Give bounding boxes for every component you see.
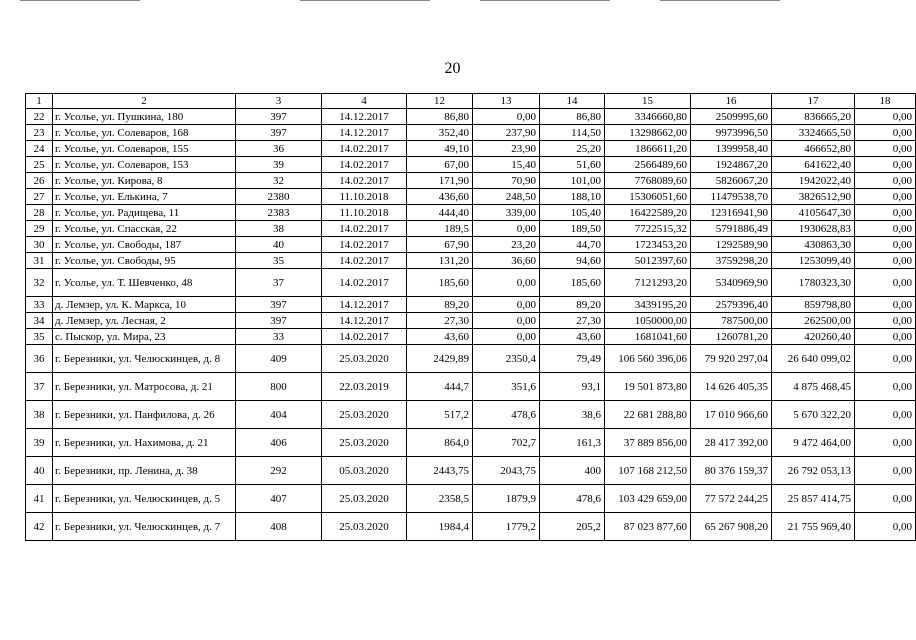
col16-cell: 14 626 405,35: [691, 373, 772, 401]
date-cell: 25.03.2020: [322, 429, 407, 457]
col13-cell: 0,00: [473, 269, 540, 297]
col13-cell: 15,40: [473, 157, 540, 173]
col14-cell: 44,70: [540, 237, 605, 253]
col17-cell: 466652,80: [772, 141, 855, 157]
col3-cell: 408: [236, 513, 322, 541]
row-number: 24: [26, 141, 53, 157]
address-cell: г. Березники, ул. Матросова, д. 21: [53, 373, 236, 401]
col14-cell: 189,50: [540, 221, 605, 237]
col13-cell: 1879,9: [473, 485, 540, 513]
col17-cell: 4105647,30: [772, 205, 855, 221]
col17-cell: 5 670 322,20: [772, 401, 855, 429]
col16-cell: 1924867,20: [691, 157, 772, 173]
col3-cell: 2383: [236, 205, 322, 221]
col16-cell: 9973996,50: [691, 125, 772, 141]
col18-cell: 0,00: [855, 205, 916, 221]
col3-cell: 39: [236, 157, 322, 173]
col13-cell: 2043,75: [473, 457, 540, 485]
table-row: [26, 373, 916, 401]
address-cell: д. Лемзер, ул. Лесная, 2: [53, 313, 236, 329]
col3-cell: 33: [236, 329, 322, 345]
col14-cell: 114,50: [540, 125, 605, 141]
address-cell: г. Березники, ул. Челюскинцев, д. 5: [53, 485, 236, 513]
col14-cell: 25,20: [540, 141, 605, 157]
col3-cell: 40: [236, 237, 322, 253]
row-number: 25: [26, 157, 53, 173]
col16-cell: 5340969,90: [691, 269, 772, 297]
date-cell: 14.02.2017: [322, 329, 407, 345]
col18-cell: 0,00: [855, 109, 916, 125]
col13-cell: 0,00: [473, 313, 540, 329]
col13-cell: 0,00: [473, 109, 540, 125]
date-cell: 14.02.2017: [322, 253, 407, 269]
col15-cell: 16422589,20: [605, 205, 691, 221]
table-row: [26, 221, 916, 237]
col12-cell: 517,2: [407, 401, 473, 429]
col12-cell: 444,7: [407, 373, 473, 401]
col12-cell: 2429,89: [407, 345, 473, 373]
col14-cell: 27,30: [540, 313, 605, 329]
scan-edge-line: [480, 0, 610, 1]
col13-cell: 23,90: [473, 141, 540, 157]
date-cell: 14.12.2017: [322, 109, 407, 125]
col15-cell: 5012397,60: [605, 253, 691, 269]
table-row: [26, 401, 916, 429]
col3-cell: 38: [236, 221, 322, 237]
col16-cell: 1260781,20: [691, 329, 772, 345]
col18-cell: 0,00: [855, 269, 916, 297]
col14-cell: 205,2: [540, 513, 605, 541]
col12-cell: 1984,4: [407, 513, 473, 541]
row-number: 28: [26, 205, 53, 221]
row-number: 29: [26, 221, 53, 237]
table-row: [26, 109, 916, 125]
col15-cell: 107 168 212,50: [605, 457, 691, 485]
col18-cell: 0,00: [855, 345, 916, 373]
col12-cell: 131,20: [407, 253, 473, 269]
header-row: [26, 94, 916, 109]
table-row: [26, 513, 916, 541]
col18-cell: 0,00: [855, 221, 916, 237]
col16-cell: 3759298,20: [691, 253, 772, 269]
col12-cell: 49,10: [407, 141, 473, 157]
col15-cell: 3439195,20: [605, 297, 691, 313]
col18-cell: 0,00: [855, 313, 916, 329]
col18-cell: 0,00: [855, 189, 916, 205]
col18-cell: 0,00: [855, 457, 916, 485]
col15-cell: 2566489,60: [605, 157, 691, 173]
date-cell: 22.03.2019: [322, 373, 407, 401]
col14-cell: 185,60: [540, 269, 605, 297]
row-number: 33: [26, 297, 53, 313]
address-cell: д. Лемзер, ул. К. Маркса, 10: [53, 297, 236, 313]
col14-cell: 93,1: [540, 373, 605, 401]
row-number: 23: [26, 125, 53, 141]
col16-cell: 5791886,49: [691, 221, 772, 237]
col13-cell: 36,60: [473, 253, 540, 269]
address-cell: с. Пыскор, ул. Мира, 23: [53, 329, 236, 345]
col16-cell: 2509995,60: [691, 109, 772, 125]
row-number: 37: [26, 373, 53, 401]
col3-cell: 409: [236, 345, 322, 373]
column-header: 1: [26, 94, 53, 109]
column-header: 16: [691, 94, 772, 109]
col14-cell: 51,60: [540, 157, 605, 173]
scan-edge-line: [20, 0, 140, 1]
col14-cell: 86,80: [540, 109, 605, 125]
col15-cell: 7768089,60: [605, 173, 691, 189]
col17-cell: 1930628,83: [772, 221, 855, 237]
col13-cell: 478,6: [473, 401, 540, 429]
col3-cell: 36: [236, 141, 322, 157]
col12-cell: 2358,5: [407, 485, 473, 513]
row-number: 30: [26, 237, 53, 253]
col18-cell: 0,00: [855, 401, 916, 429]
col3-cell: 406: [236, 429, 322, 457]
address-cell: г. Усолье, ул. Пушкина, 180: [53, 109, 236, 125]
address-cell: г. Березники, ул. Челюскинцев, д. 8: [53, 345, 236, 373]
col17-cell: 1253099,40: [772, 253, 855, 269]
row-number: 41: [26, 485, 53, 513]
table-row: [26, 157, 916, 173]
table-row: [26, 189, 916, 205]
col3-cell: 404: [236, 401, 322, 429]
col15-cell: 1866611,20: [605, 141, 691, 157]
col15-cell: 3346660,80: [605, 109, 691, 125]
address-cell: г. Березники, ул. Челюскинцев, д. 7: [53, 513, 236, 541]
col14-cell: 478,6: [540, 485, 605, 513]
col15-cell: 22 681 288,80: [605, 401, 691, 429]
date-cell: 14.02.2017: [322, 173, 407, 189]
column-header: 12: [407, 94, 473, 109]
date-cell: 14.02.2017: [322, 237, 407, 253]
col17-cell: 430863,30: [772, 237, 855, 253]
date-cell: 14.12.2017: [322, 125, 407, 141]
address-cell: г. Усолье, ул. Солеваров, 168: [53, 125, 236, 141]
col15-cell: 103 429 659,00: [605, 485, 691, 513]
column-header: 17: [772, 94, 855, 109]
table-row: [26, 485, 916, 513]
col18-cell: 0,00: [855, 125, 916, 141]
row-number: 40: [26, 457, 53, 485]
table-row: [26, 429, 916, 457]
col16-cell: 11479538,70: [691, 189, 772, 205]
row-number: 38: [26, 401, 53, 429]
col17-cell: 9 472 464,00: [772, 429, 855, 457]
col18-cell: 0,00: [855, 173, 916, 189]
col3-cell: 800: [236, 373, 322, 401]
col18-cell: 0,00: [855, 253, 916, 269]
col12-cell: 864,0: [407, 429, 473, 457]
col18-cell: 0,00: [855, 329, 916, 345]
col3-cell: 292: [236, 457, 322, 485]
col17-cell: 262500,00: [772, 313, 855, 329]
col16-cell: 17 010 966,60: [691, 401, 772, 429]
col3-cell: 397: [236, 125, 322, 141]
row-number: 35: [26, 329, 53, 345]
address-cell: г. Усолье, ул. Т. Шевченко, 48: [53, 269, 236, 297]
col12-cell: 27,30: [407, 313, 473, 329]
housing-register-table: [25, 93, 916, 541]
col16-cell: 79 920 297,04: [691, 345, 772, 373]
col12-cell: 171,90: [407, 173, 473, 189]
col13-cell: 339,00: [473, 205, 540, 221]
col12-cell: 89,20: [407, 297, 473, 313]
col12-cell: 436,60: [407, 189, 473, 205]
col15-cell: 15306051,60: [605, 189, 691, 205]
col18-cell: 0,00: [855, 429, 916, 457]
col17-cell: 26 792 053,13: [772, 457, 855, 485]
col12-cell: 43,60: [407, 329, 473, 345]
col13-cell: 702,7: [473, 429, 540, 457]
date-cell: 14.02.2017: [322, 269, 407, 297]
date-cell: 25.03.2020: [322, 485, 407, 513]
col16-cell: 1292589,90: [691, 237, 772, 253]
table-row: [26, 457, 916, 485]
col13-cell: 2350,4: [473, 345, 540, 373]
col16-cell: 28 417 392,00: [691, 429, 772, 457]
col13-cell: 23,20: [473, 237, 540, 253]
col14-cell: 101,00: [540, 173, 605, 189]
col14-cell: 79,49: [540, 345, 605, 373]
address-cell: г. Усолье, ул. Свободы, 95: [53, 253, 236, 269]
address-cell: г. Усолье, ул. Кирова, 8: [53, 173, 236, 189]
col3-cell: 397: [236, 109, 322, 125]
col16-cell: 5826067,20: [691, 173, 772, 189]
col17-cell: 21 755 969,40: [772, 513, 855, 541]
date-cell: 14.02.2017: [322, 157, 407, 173]
address-cell: г. Усолье, ул. Солеваров, 155: [53, 141, 236, 157]
column-header: 4: [322, 94, 407, 109]
col3-cell: 35: [236, 253, 322, 269]
col17-cell: 641622,40: [772, 157, 855, 173]
col17-cell: 420260,40: [772, 329, 855, 345]
table-row: [26, 345, 916, 373]
col16-cell: 1399958,40: [691, 141, 772, 157]
col16-cell: 2579396,40: [691, 297, 772, 313]
col13-cell: 1779,2: [473, 513, 540, 541]
row-number: 31: [26, 253, 53, 269]
table-row: [26, 253, 916, 269]
table-row: [26, 269, 916, 297]
col12-cell: 2443,75: [407, 457, 473, 485]
col18-cell: 0,00: [855, 297, 916, 313]
scan-edge-line: [300, 0, 430, 1]
table-row: [26, 141, 916, 157]
col17-cell: 3826512,90: [772, 189, 855, 205]
col14-cell: 188,10: [540, 189, 605, 205]
date-cell: 25.03.2020: [322, 345, 407, 373]
address-cell: г. Березники, ул. Панфилова, д. 26: [53, 401, 236, 429]
col14-cell: 38,6: [540, 401, 605, 429]
col15-cell: 87 023 877,60: [605, 513, 691, 541]
col15-cell: 1050000,00: [605, 313, 691, 329]
col16-cell: 787500,00: [691, 313, 772, 329]
col17-cell: 3324665,50: [772, 125, 855, 141]
column-header: 2: [53, 94, 236, 109]
col12-cell: 352,40: [407, 125, 473, 141]
address-cell: г. Усолье, ул. Солеваров, 153: [53, 157, 236, 173]
col16-cell: 65 267 908,20: [691, 513, 772, 541]
col3-cell: 32: [236, 173, 322, 189]
col16-cell: 77 572 244,25: [691, 485, 772, 513]
col17-cell: 4 875 468,45: [772, 373, 855, 401]
col18-cell: 0,00: [855, 141, 916, 157]
col18-cell: 0,00: [855, 513, 916, 541]
col13-cell: 351,6: [473, 373, 540, 401]
date-cell: 14.02.2017: [322, 141, 407, 157]
col17-cell: 1942022,40: [772, 173, 855, 189]
address-cell: г. Усолье, ул. Радищева, 11: [53, 205, 236, 221]
col13-cell: 0,00: [473, 297, 540, 313]
date-cell: 11.10.2018: [322, 189, 407, 205]
col12-cell: 189,5: [407, 221, 473, 237]
row-number: 26: [26, 173, 53, 189]
col15-cell: 37 889 856,00: [605, 429, 691, 457]
col13-cell: 0,00: [473, 221, 540, 237]
row-number: 34: [26, 313, 53, 329]
col14-cell: 161,3: [540, 429, 605, 457]
address-cell: г. Березники, пр. Ленина, д. 38: [53, 457, 236, 485]
table-row: [26, 125, 916, 141]
col17-cell: 836665,20: [772, 109, 855, 125]
col15-cell: 7722515,32: [605, 221, 691, 237]
col3-cell: 397: [236, 313, 322, 329]
page-number: 20: [444, 60, 461, 77]
address-cell: г. Усолье, ул. Елькина, 7: [53, 189, 236, 205]
column-header: 14: [540, 94, 605, 109]
col12-cell: 444,40: [407, 205, 473, 221]
col16-cell: 80 376 159,37: [691, 457, 772, 485]
table-row: [26, 205, 916, 221]
col14-cell: 43,60: [540, 329, 605, 345]
col3-cell: 397: [236, 297, 322, 313]
date-cell: 05.03.2020: [322, 457, 407, 485]
scan-edge-line: [660, 0, 780, 1]
col13-cell: 237,90: [473, 125, 540, 141]
col15-cell: 106 560 396,06: [605, 345, 691, 373]
col17-cell: 859798,80: [772, 297, 855, 313]
address-cell: г. Усолье, ул. Свободы, 187: [53, 237, 236, 253]
col17-cell: 26 640 099,02: [772, 345, 855, 373]
address-cell: г. Березники, ул. Нахимова, д. 21: [53, 429, 236, 457]
col14-cell: 400: [540, 457, 605, 485]
row-number: 32: [26, 269, 53, 297]
date-cell: 25.03.2020: [322, 401, 407, 429]
date-cell: 11.10.2018: [322, 205, 407, 221]
column-header: 3: [236, 94, 322, 109]
col15-cell: 19 501 873,80: [605, 373, 691, 401]
date-cell: 25.03.2020: [322, 513, 407, 541]
date-cell: 14.02.2017: [322, 221, 407, 237]
col14-cell: 94,60: [540, 253, 605, 269]
col17-cell: 1780323,30: [772, 269, 855, 297]
col12-cell: 185,60: [407, 269, 473, 297]
col13-cell: 248,50: [473, 189, 540, 205]
row-number: 27: [26, 189, 53, 205]
column-header: 18: [855, 94, 916, 109]
col15-cell: 1723453,20: [605, 237, 691, 253]
table-row: [26, 237, 916, 253]
table-row: [26, 173, 916, 189]
col18-cell: 0,00: [855, 373, 916, 401]
table-row: [26, 297, 916, 313]
date-cell: 14.12.2017: [322, 297, 407, 313]
col15-cell: 7121293,20: [605, 269, 691, 297]
col13-cell: 0,00: [473, 329, 540, 345]
col14-cell: 105,40: [540, 205, 605, 221]
date-cell: 14.12.2017: [322, 313, 407, 329]
col12-cell: 67,00: [407, 157, 473, 173]
column-header: 13: [473, 94, 540, 109]
row-number: 36: [26, 345, 53, 373]
column-header: 15: [605, 94, 691, 109]
table-row: [26, 313, 916, 329]
col12-cell: 86,80: [407, 109, 473, 125]
col13-cell: 70,90: [473, 173, 540, 189]
address-cell: г. Усолье, ул. Спасская, 22: [53, 221, 236, 237]
row-number: 22: [26, 109, 53, 125]
col15-cell: 1681041,60: [605, 329, 691, 345]
col3-cell: 2380: [236, 189, 322, 205]
row-number: 39: [26, 429, 53, 457]
col17-cell: 25 857 414,75: [772, 485, 855, 513]
col3-cell: 37: [236, 269, 322, 297]
col18-cell: 0,00: [855, 157, 916, 173]
col18-cell: 0,00: [855, 485, 916, 513]
col16-cell: 12316941,90: [691, 205, 772, 221]
table-row: [26, 329, 916, 345]
col14-cell: 89,20: [540, 297, 605, 313]
row-number: 42: [26, 513, 53, 541]
col18-cell: 0,00: [855, 237, 916, 253]
col12-cell: 67,90: [407, 237, 473, 253]
col3-cell: 407: [236, 485, 322, 513]
col15-cell: 13298662,00: [605, 125, 691, 141]
